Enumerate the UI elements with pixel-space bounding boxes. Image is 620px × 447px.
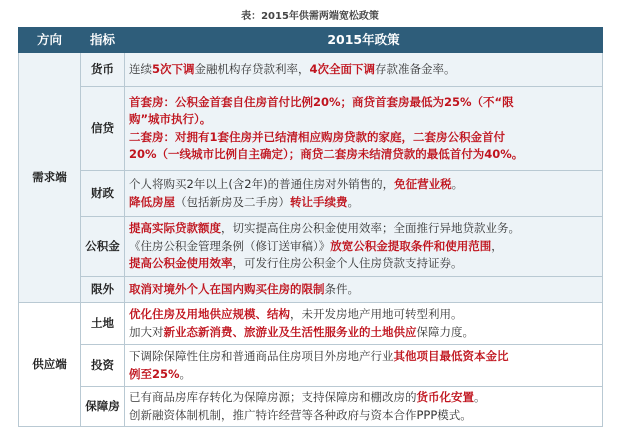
table-row <box>19 171 603 217</box>
indicator-cell: 土地 <box>81 303 125 345</box>
table-row <box>19 345 603 387</box>
policy-text: 。 <box>474 390 486 404</box>
policy-line <box>129 366 598 384</box>
policy-text: 。 <box>451 177 464 191</box>
policy-text: 条件。 <box>324 281 359 296</box>
highlight-text: 20%（一线城市比例自主确定）；商贷二套房未结清贷款的最低首付为40%。 <box>129 147 524 161</box>
policy-text: 存款准备金率。 <box>375 61 456 76</box>
highlight-text: 新业态新消费、旅游业及生活性服务业的土地供应 <box>163 324 417 339</box>
indicator-cell: 信贷 <box>81 87 125 171</box>
policy-text: 个人将购买2年以上(含2年)的普通住房对外销售的， <box>129 177 395 191</box>
policy-text: 下调除保障性住房和普通商品住房项目外房地产行业 <box>129 349 394 363</box>
header-row <box>19 28 603 53</box>
table-row <box>19 277 603 303</box>
policy-line <box>129 407 598 425</box>
policy-text: 。 <box>179 366 192 381</box>
policy-line <box>129 324 598 342</box>
policy-cell <box>125 303 603 345</box>
policy-table <box>18 27 603 427</box>
policy-text: 《住房公积金管理条例（修订送审稿）》 <box>129 238 331 253</box>
header-policy: 2015年政策 <box>125 28 603 53</box>
policy-line <box>129 306 598 324</box>
policy-text: 加大对 <box>129 324 164 339</box>
policy-text: （包括新房及二手房） <box>175 194 290 209</box>
policy-line <box>129 176 598 194</box>
policy-cell <box>125 387 603 427</box>
policy-text: ，可发行住房公积金个人住房贷款支持证券。 <box>232 256 463 271</box>
highlight-text: 提高公积金使用效率 <box>129 256 233 271</box>
indicator-cell: 限外 <box>81 277 125 303</box>
policy-line <box>129 194 598 212</box>
policy-text: 保障力度。 <box>416 324 474 339</box>
table-row <box>19 53 603 87</box>
highlight-text: 其他项目最低资本金比 <box>393 349 509 363</box>
policy-line <box>129 281 598 299</box>
policy-text: ，切实提高住房公积金使用效率；全面推行异地贷款业务。 <box>221 221 520 236</box>
header-indicator: 指标 <box>81 28 125 53</box>
policy-text: 创新融资体制机制，推广特许经营等各种政府与资本合作PPP模式。 <box>129 407 472 422</box>
policy-line <box>129 255 598 273</box>
table-caption: 表：2015年供需两端宽松政策 <box>241 11 379 22</box>
highlight-text: 提高实际贷款额度 <box>129 221 221 236</box>
policy-text: ， <box>491 238 503 253</box>
policy-line <box>129 129 598 147</box>
policy-line <box>129 389 598 407</box>
table-row <box>19 303 603 345</box>
policy-text: ，未开发房地产用地可转型利用。 <box>290 307 463 321</box>
indicator-cell: 财政 <box>81 171 125 217</box>
policy-line <box>129 111 598 129</box>
policy-cell <box>125 87 603 171</box>
indicator-cell: 公积金 <box>81 217 125 277</box>
table-row <box>19 387 603 427</box>
highlight-text: 降低房屋 <box>129 194 175 209</box>
policy-line <box>129 348 598 366</box>
highlight-text: 优化住房及用地供应规模、结构 <box>129 307 290 321</box>
indicator-cell: 投资 <box>81 345 125 387</box>
policy-cell <box>125 217 603 277</box>
policy-line <box>129 220 598 238</box>
header-direction: 方向 <box>19 28 81 53</box>
policy-line <box>129 146 598 164</box>
policy-line <box>129 61 598 79</box>
highlight-text: 转让手续费 <box>290 194 348 209</box>
highlight-text: 首套房：公积金首套自住房首付比例20%；商贷首套房最低为25%（不“限 <box>129 94 514 109</box>
policy-line <box>129 94 598 112</box>
policy-cell <box>125 171 603 217</box>
policy-cell <box>125 345 603 387</box>
highlight-text: 例至25% <box>129 366 180 381</box>
highlight-text: 免征营业税 <box>394 177 452 191</box>
direction-demand: 需求端 <box>19 53 81 303</box>
indicator-cell: 货币 <box>81 53 125 87</box>
highlight-text: 5次下调 <box>152 61 195 76</box>
policy-cell <box>125 53 603 87</box>
highlight-text: 取消对境外个人在国内购买住房的限制 <box>129 281 325 296</box>
highlight-text: 购”城市执行）。 <box>129 112 212 126</box>
indicator-cell: 保障房 <box>81 387 125 427</box>
table-row <box>19 217 603 277</box>
direction-supply: 供应端 <box>19 303 81 427</box>
policy-cell <box>125 277 603 303</box>
table-row <box>19 87 603 171</box>
policy-text: 。 <box>347 194 359 209</box>
policy-text: 连续 <box>129 61 152 76</box>
highlight-text: 货币化安置 <box>416 390 474 404</box>
highlight-text: 放宽公积金提取条件和使用范围 <box>330 238 492 253</box>
highlight-text: 二套房：对拥有1套住房并已结清相应购房贷款的家庭，二套房公积金首付 <box>129 129 505 144</box>
policy-line <box>129 238 598 256</box>
policy-text: 已有商品房库存转化为保障房源；支持保障房和棚改房的 <box>129 390 417 404</box>
policy-text: 金融机构存贷款利率， <box>194 61 310 76</box>
highlight-text: 4次全面下调 <box>309 61 376 76</box>
